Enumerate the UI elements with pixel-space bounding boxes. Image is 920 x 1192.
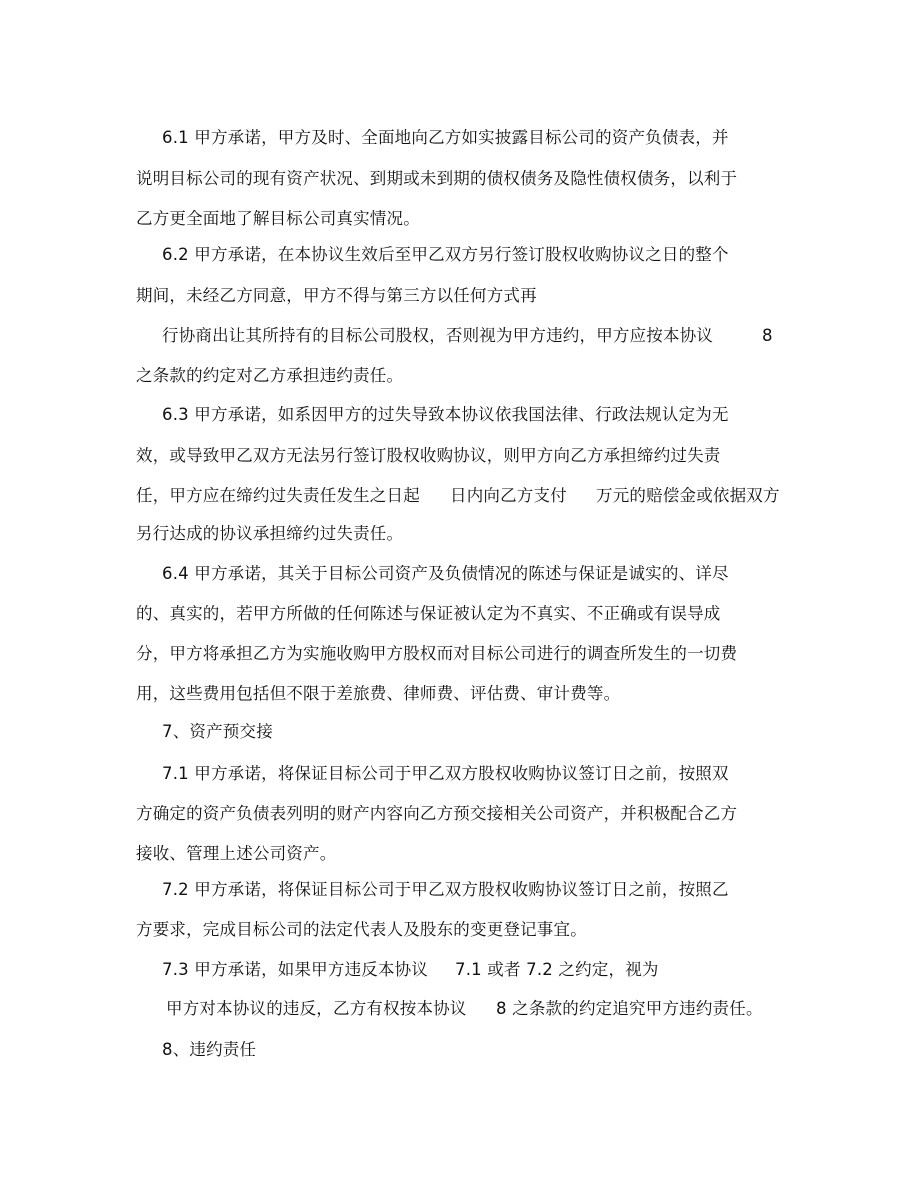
clause-7-3-line-2b: 8 之条款的约定追究甲方违约责任。 xyxy=(496,999,763,1018)
clause-6-4-line-1: 6.4 甲方承诺，其关于目标公司资产及负债情况的陈述与保证是诚实的、详尽 xyxy=(162,564,729,583)
clause-6-3-line-4: 另行达成的协议承担缔约过失责任。 xyxy=(136,524,404,543)
clause-7-3-line-1a: 7.3 甲方承诺，如果甲方违反本协议 xyxy=(162,960,429,979)
clause-6-2-line-1: 6.2 甲方承诺，在本协议生效后至甲乙双方另行签订股权收购协议之日的整个 xyxy=(162,245,729,264)
clause-6-1-line-2: 说明目标公司的现有资产状况、到期或未到期的债权债务及隐性债权债务，以利于 xyxy=(136,169,738,188)
clause-6-2-article-number: 8 xyxy=(762,326,773,345)
clause-6-3-line-1: 6.3 甲方承诺，如系因甲方的过失导致本协议依我国法律、行政法规认定为无 xyxy=(162,405,729,424)
clause-7-3-line-1b: 7.1 或者 7.2 之约定，视为 xyxy=(455,960,659,979)
clause-6-2-line-2: 期间，未经乙方同意，甲方不得与第三方以任何方式再 xyxy=(136,286,537,305)
clause-7-1-line-2: 方确定的资产负债表列明的财产内容向乙方预交接相关公司资产，并积极配合乙方 xyxy=(136,804,738,823)
clause-6-2-line-3: 行协商出让其所持有的目标公司股权，否则视为甲方违约，甲方应按本协议 xyxy=(162,326,714,345)
clause-6-4-line-3: 分，甲方将承担乙方为实施收购甲方股权而对目标公司进行的调查所发生的一切费 xyxy=(136,644,738,663)
clause-6-3-line-2: 效，或导致甲乙双方无法另行签订股权收购协议，则甲方向乙方承担缔约过失责 xyxy=(136,446,721,465)
clause-7-1-line-1: 7.1 甲方承诺，将保证目标公司于甲乙双方股权收购协议签订日之前，按照双 xyxy=(162,764,729,783)
clause-7-2-line-2: 方要求，完成目标公司的法定代表人及股东的变更登记事宜。 xyxy=(136,920,587,939)
clause-6-4-line-4: 用，这些费用包括但不限于差旅费、律师费、评估费、审计费等。 xyxy=(136,684,621,703)
clause-6-3-line-3b: 日内向乙方支付 xyxy=(450,486,567,505)
clause-7-1-line-3: 接收、管理上述公司资产。 xyxy=(136,844,337,863)
section-8-heading: 8、违约责任 xyxy=(162,1040,257,1059)
clause-6-3-line-3c: 万元的赔偿金或依据双方 xyxy=(596,486,780,505)
section-7-heading: 7、资产预交接 xyxy=(162,722,273,741)
clause-7-3-line-2a: 甲方对本协议的违反，乙方有权按本协议 xyxy=(166,999,467,1018)
clause-7-2-line-1: 7.2 甲方承诺，将保证目标公司于甲乙双方股权收购协议签订日之前，按照乙 xyxy=(162,880,729,899)
clause-6-2-line-4: 之条款的约定对乙方承担违约责任。 xyxy=(136,366,404,385)
clause-6-3-line-3a: 任，甲方应在缔约过失责任发生之日起 xyxy=(136,486,420,505)
clause-6-1-line-3: 乙方更全面地了解目标公司真实情况。 xyxy=(136,209,420,228)
clause-6-1-line-1: 6.1 甲方承诺，甲方及时、全面地向乙方如实披露目标公司的资产负债表，并 xyxy=(162,128,729,147)
clause-6-4-line-2: 的、真实的，若甲方所做的任何陈述与保证被认定为不真实、不正确或有误导成 xyxy=(136,604,721,623)
